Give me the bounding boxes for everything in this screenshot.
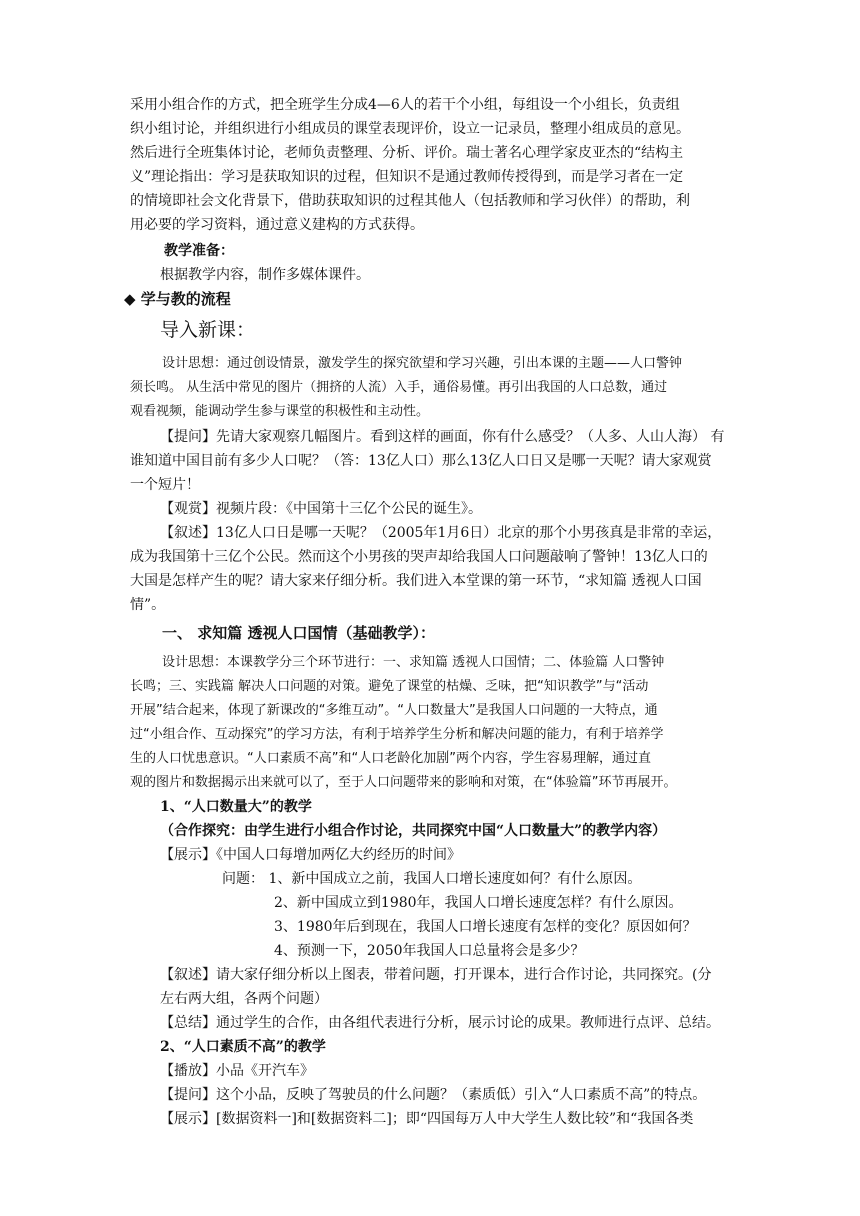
question-line: 2、新中国成立到1980年，我国人口增长速度怎样？有什么原因。 <box>274 895 683 911</box>
paragraph-line: 生的人口忧患意识。“人口素质不高”和“人口老龄化加剧”两个内容，学生容易理解，通过直 <box>130 751 651 766</box>
paragraph-line: 【播放】小品《开汽车》 <box>160 1063 314 1079</box>
paragraph-line: 【提问】这个小品，反映了驾驶员的什么问题？（素质低）引入“人口素质不高”的特点。 <box>160 1087 707 1103</box>
paragraph-line: 情”。 <box>130 597 166 613</box>
question-line: 问题： 1、新中国成立之前，我国人口增长速度如何？有什么原因。 <box>222 871 642 887</box>
paragraph-line: 谁知道中国目前有多少人口呢？（答：13亿人口）那么13亿人口日又是哪一天呢？请大家观赏 <box>130 453 712 469</box>
paragraph-line: 长鸣；三、实践篇 解决人口问题的对策。避免了课堂的枯燥、乏味，把“知识教学”与“活动 <box>130 679 649 694</box>
section-heading: 教学准备： <box>164 243 234 259</box>
question-line: 3、1980年后到现在，我国人口增长速度有怎样的变化？原因如何？ <box>274 919 697 935</box>
paragraph-line: 观的图片和数据揭示出来就可以了，至于人口问题带来的影响和对策，在“体验篇”环节再展开。 <box>130 775 677 790</box>
paragraph-line: 的情境即社会文化背景下，借助获取知识的过程其他人（包括教师和学习伙伴）的帮助，利 <box>130 193 690 209</box>
subsection-heading: （合作探究：由学生进行小组合作讨论，共同探究中国“人口数量大”的教学内容） <box>160 823 667 839</box>
paragraph-line: 【展示】[数据资料一]和[数据资料二]；即“四国每万人中大学生人数比较”和“我国各类 <box>160 1111 694 1127</box>
section-heading: 一、 求知篇 透视人口国情（基础教学）： <box>162 624 435 642</box>
paragraph-line: 设计思想：本课教学分三个环节进行：一、求知篇 透视人口国情；二、体验篇 人口警钟 <box>162 655 665 670</box>
subsection-heading: 1、“人口数量大”的教学 <box>160 799 312 815</box>
paragraph-line: 用必要的学习资料，通过意义建构的方式获得。 <box>130 217 424 233</box>
paragraph-line: 左右两大组，各两个问题） <box>160 991 328 1007</box>
paragraph-line: 义”理论指出：学习是获取知识的过程，但知识不是通过教师传授得到，而是学习者在一定 <box>130 169 684 185</box>
section-heading: ◆ 学与教的流程 <box>124 290 231 308</box>
paragraph-line: 观看视频，能调动学生参与课堂的积极性和主动性。 <box>130 404 430 419</box>
paragraph-line: 【叙述】请大家仔细分析以上图表，带着问题，打开课本，进行合作讨论，共同探究。(分 <box>160 967 712 983</box>
paragraph-line: 【观赏】视频片段：《中国第十三亿个公民的诞生》。 <box>160 501 482 517</box>
paragraph-line: 过“小组合作、互动探究”的学习方法，有利于培养学生分析和解决问题的能力，有利于培养学 <box>130 727 664 742</box>
paragraph-line: 须长鸣。 从生活中常见的图片（拥挤的人流）入手，通俗易懂。再引出我国的人口总数，通过 <box>130 380 668 395</box>
paragraph-line: 【提问】先请大家观察几幅图片。看到这样的画面，你有什么感受？（人多、人山人海） 有 <box>160 429 725 445</box>
paragraph-line: 织小组讨论，并组织进行小组成员的课堂表现评价，设立一记录员，整理小组成员的意见。 <box>130 121 690 137</box>
paragraph-line: 成为我国第十三亿个公民。然而这个小男孩的哭声却给我国人口问题敲响了警钟！13亿人口的 <box>130 549 708 565</box>
paragraph-line: 设计思想：通过创设情景，激发学生的探究欲望和学习兴趣，引出本课的主题——人口警钟 <box>162 356 683 371</box>
paragraph-line: 大国是怎样产生的呢？请大家来仔细分析。我们进入本堂课的第一环节，“求知篇 透视人口国 <box>130 573 702 589</box>
paragraph-line: 根据教学内容，制作多媒体课件。 <box>160 267 370 283</box>
paragraph-line: 一个短片！ <box>130 477 200 493</box>
paragraph-line: 【总结】通过学生的合作，由各组代表进行分析，展示讨论的成果。教师进行点评、总结。 <box>160 1015 720 1031</box>
question-line: 4、预测一下，2050年我国人口总量将会是多少？ <box>274 943 585 959</box>
paragraph-line: 然后进行全班集体讨论，老师负责整理、分析、评价。瑞士著名心理学家皮亚杰的“结构主 <box>130 145 684 161</box>
paragraph-line: 【展示】《中国人口每增加两亿大约经历的时间》 <box>160 847 461 863</box>
subsection-heading: 2、“人口素质不高”的教学 <box>160 1039 326 1055</box>
paragraph-line: 【叙述】13亿人口日是哪一天呢？（2005年1月6日）北京的那个小男孩真是非常的幸运， <box>160 525 722 541</box>
paragraph-line: 开展”结合起来，体现了新课改的“多维互动”。“人口数量大”是我国人口问题的一大特点，通 <box>130 703 658 718</box>
paragraph-line: 采用小组合作的方式，把全班学生分成4—6人的若干个小组，每组设一个小组长，负责组 <box>130 97 680 113</box>
section-heading: 导入新课： <box>160 319 256 341</box>
